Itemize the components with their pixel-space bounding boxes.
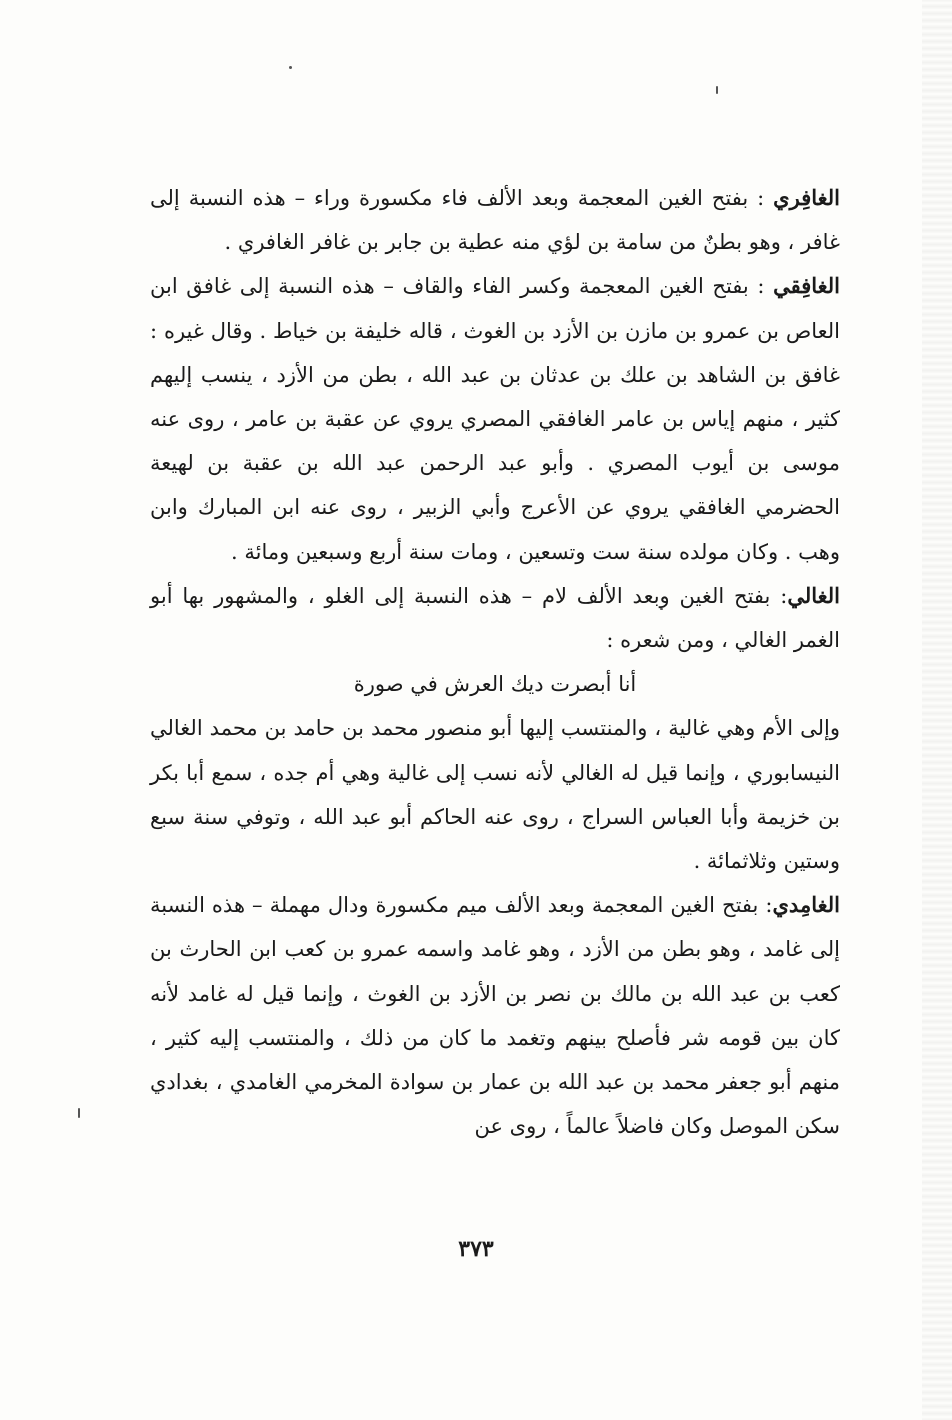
entry-body: بفتح الغين وبعد الألف لام – هذه النسبة إلى الغلو ، والمشهور بها أبو الغمر الغالي ، ومن شعره : [150,583,840,653]
poem-verse: أنا أبصرت ديك العرش في صورة [353,672,637,697]
entry-ghamidi [150,883,840,1148]
entry-ghafiqi [150,264,840,573]
entry-separator: : [770,583,788,608]
scan-speck [289,66,292,69]
scan-speck [78,1108,80,1118]
entry-separator: : [748,274,774,299]
entry-heading: الغافِقي [773,273,840,299]
main-text [150,176,840,1148]
entry-heading: الغامِدي [772,892,840,918]
entry-body: بفتح الغين المعجمة وبعد الألف فاء مكسورة وراء – هذه النسبة إلى غافر ، وهو بطنٌ من سامة بن لؤي منه عطية بن جابر بن غافر الغافري . [150,186,840,255]
page-number: ٣٧٣ [458,1236,494,1262]
entry-heading: الغافِري [773,185,840,210]
entry-ghafiri [150,176,840,264]
scan-edge-noise [922,0,952,1420]
entry-heading: الغالي [787,582,840,608]
scan-speck [716,86,718,94]
entry-body: بفتح الغين المعجمة وبعد الألف ميم مكسورة ودال مهملة – هذه النسبة إلى غامد ، وهو بطن من الأزد ، وهو غامد واسمه عمرو بن كعب ابن الحارث بن كعب بن عبد الله بن مالك بن نصر بن الأزد بن الغوث ، وإنما قيل له غامد لأنه كان بين قومه شر فأصلح بينهم وتغمد ما كان من ذلك ، والمنتسب إليه كثير ، منهم أبو جعفر محمد بن عبد الله بن عمار بن سوادة المخرمي الغامدي ، بغدادي سكن الموصل وكان فاضلاً عالماً ، روى عن [150,893,840,1139]
entry-separator: : [758,893,773,918]
entry-body: بفتح الغين المعجمة وكسر الفاء والقاف – هذه النسبة إلى غافق ابن العاص بن عمرو بن مازن بن الأزد بن الغوث ، قاله خليفة بن خياط . وقال غيره : غافق بن الشاهد بن علك بن عدثان بن عبد الله ، بطن من الأزد ، ينسب إليهم كثير ، منهم إياس بن عامر الغافقي المصري يروي عن عقبة بن عامر ، روى عنه موسى بن أيوب المصري . وأبو عبد الرحمن عبد الله بن عقبة بن لهيعة الحضرمي الغافقي يروي عن الأعرج وأبي الزبير ، روى عنه ابن المبارك وابن وهب . وكان مولده سنة ست وتسعين ، ومات سنة أربع وسبعين ومائة . [150,274,840,564]
entry-ghali-continuation: وإلى الأم وهي غالية ، والمنتسب إليها أبو منصور محمد بن حامد بن محمد الغالي النيسابوري ، وإنما قيل له الغالي لأنه نسب إلى غالية وهي أم جده ، سمع أبا بكر بن خزيمة وأبا العباس السراج ، روى عنه الحاكم أبو عبد الله ، وتوفي سنة سبع وستين وثلاثمائة . [150,716,840,874]
entry-ghali [150,574,840,662]
entry-separator: : [748,186,774,210]
